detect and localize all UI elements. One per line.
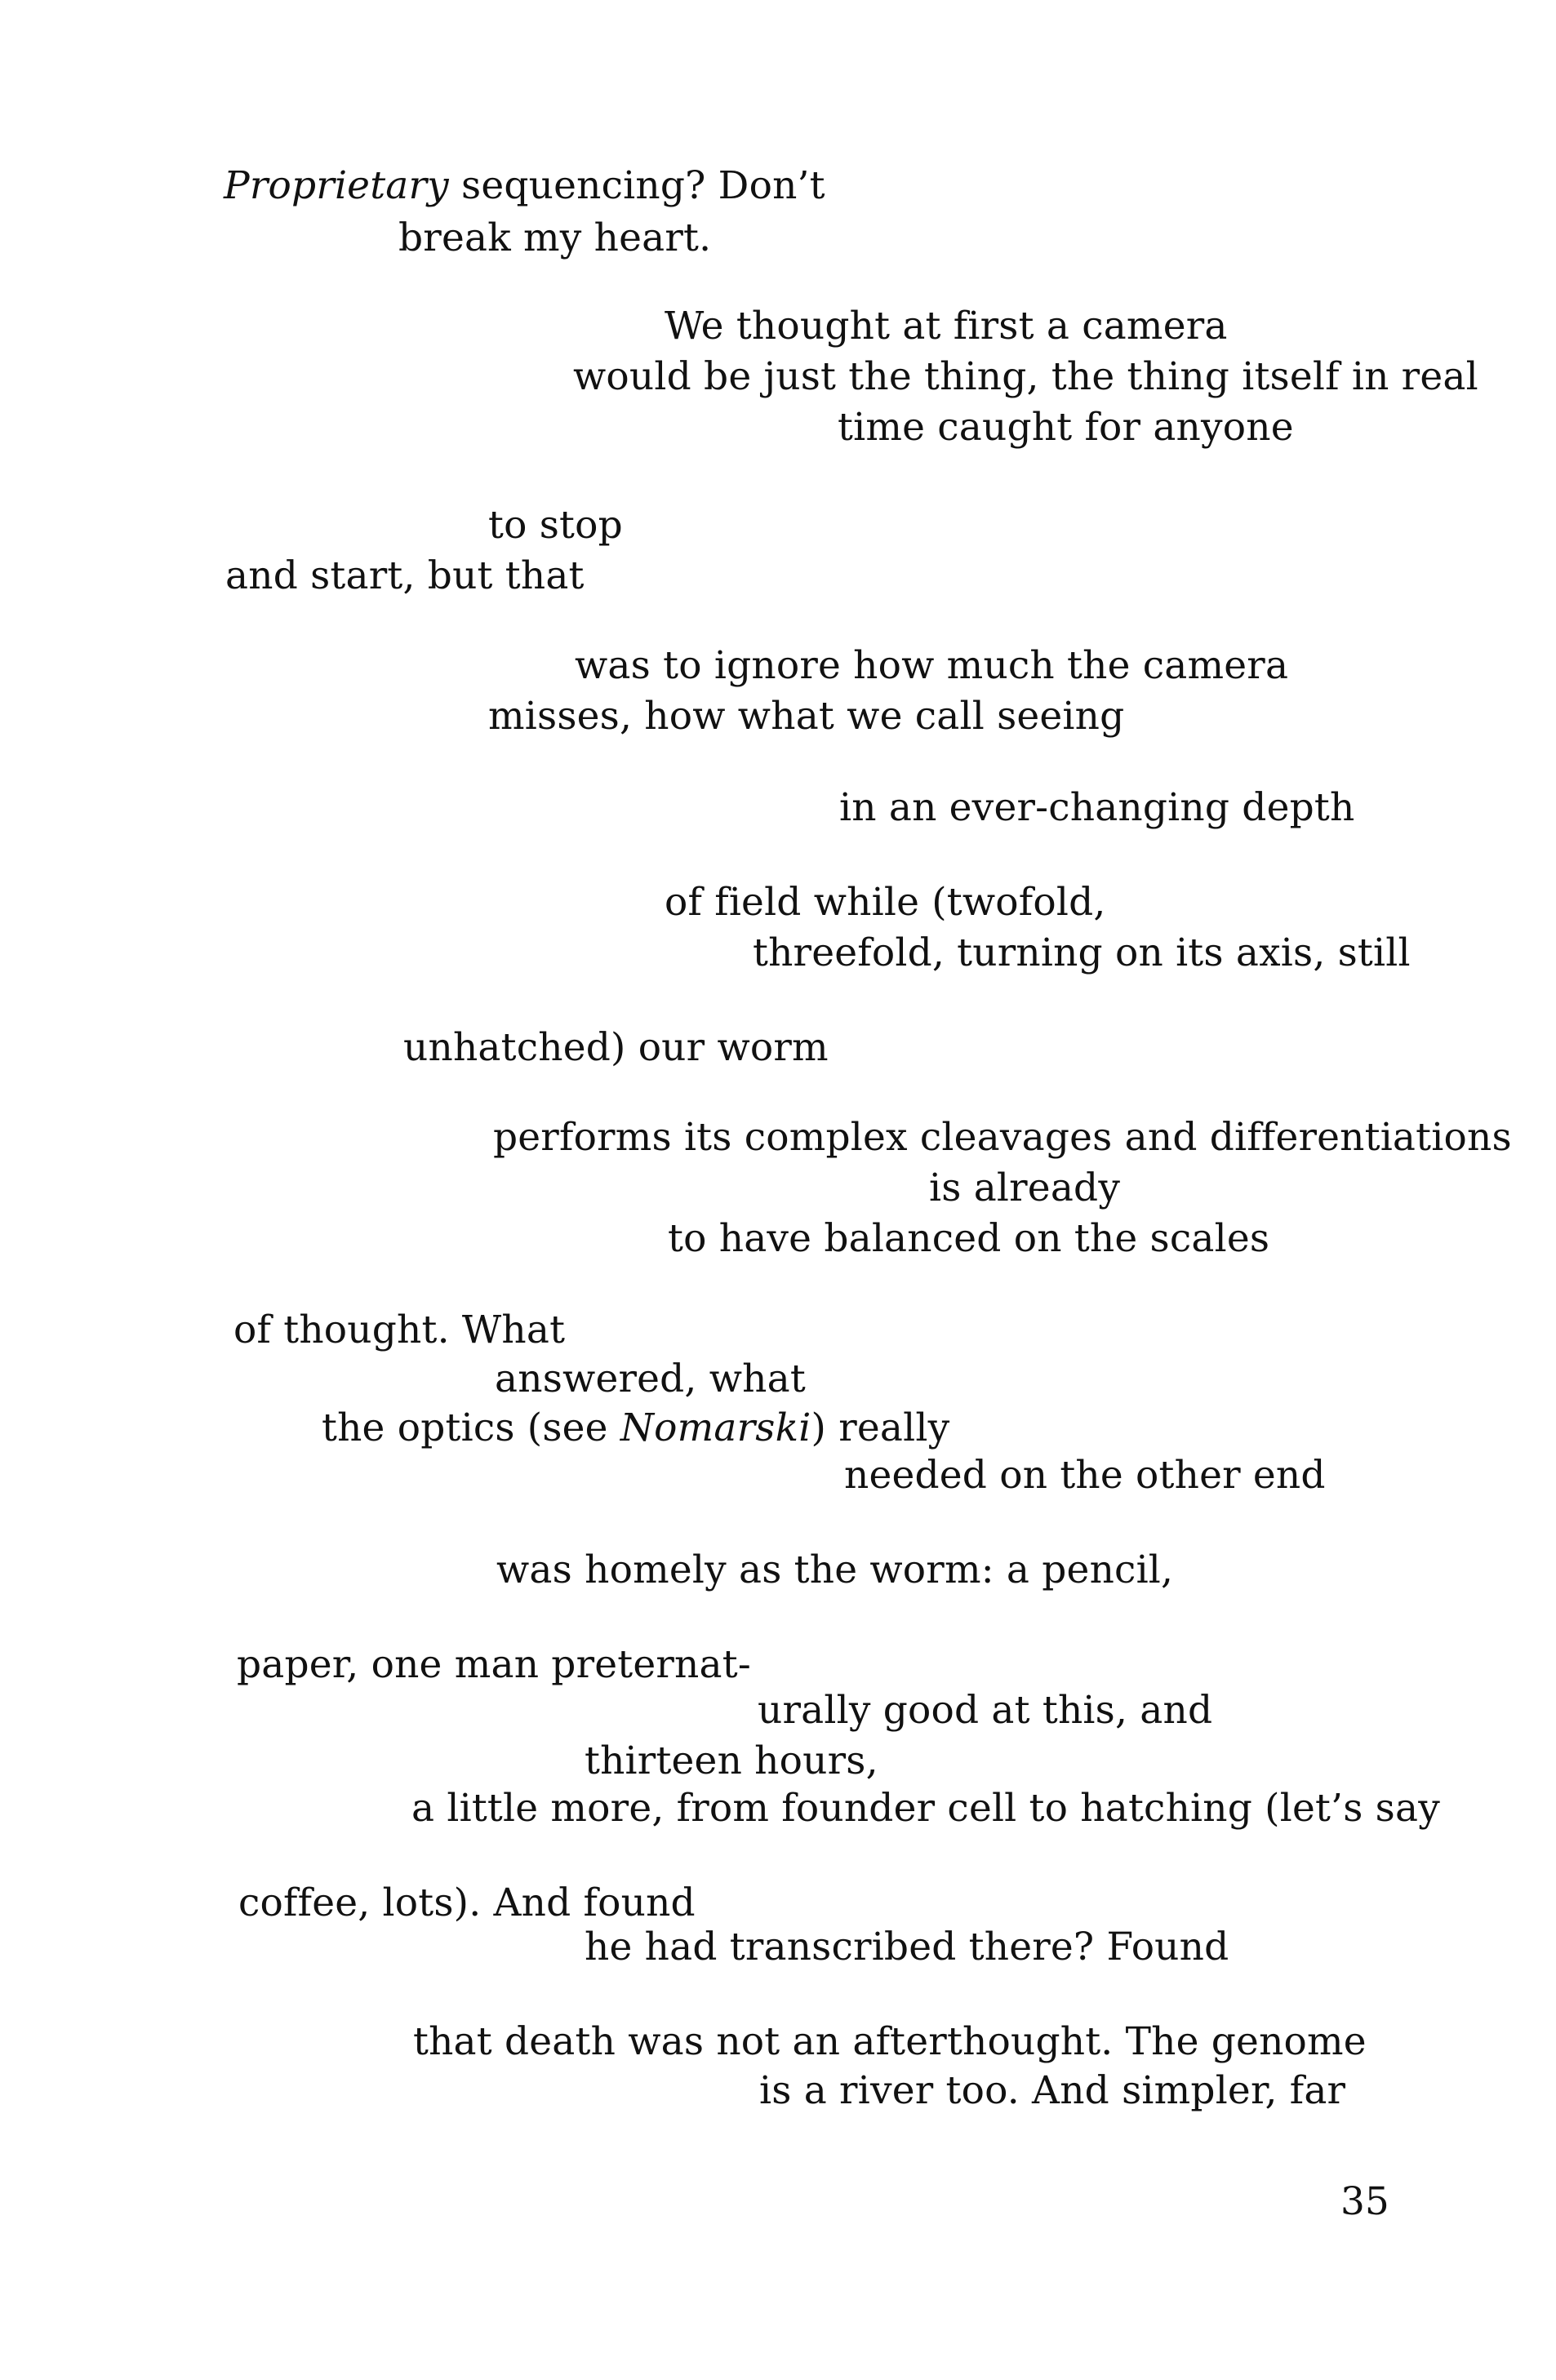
italic-word: Proprietary [224,163,449,208]
poem-line-text: the optics (see [322,1405,620,1450]
poem-line-20: needed on the other end [844,1453,1326,1498]
poem-line-11: of field while (twofold, [665,880,1106,925]
poem-line-17: of thought. What [233,1308,566,1352]
poem-line-23: urally good at this, and [758,1688,1213,1733]
poem-line-12: threefold, turning on its axis, still [753,930,1411,975]
poem-line-28: that death was not an afterthought. The genome [413,2019,1367,2064]
poem-line-8: was to ignore how much the camera [575,643,1289,688]
poem-line-14: performs its complex cleavages and differentiations [493,1115,1512,1160]
poem-line-25: a little more, from founder cell to hatching (let’s say [411,1786,1440,1831]
poem-line-18: answered, what [495,1357,806,1401]
poem-line-2: break my heart. [398,215,712,260]
poem-line-26: coffee, lots). And found [238,1880,696,1925]
poem-line-text: ) really [811,1405,950,1450]
poem-line-21: was homely as the worm: a pencil, [496,1547,1174,1592]
poem-line-3: We thought at first a camera [665,304,1228,349]
poem-line-6: to stop [488,503,623,548]
poem-line-5: time caught for anyone [838,405,1294,450]
poem-line-22: paper, one man preternat- [237,1642,751,1687]
poem-line-7: and start, but that [225,553,585,598]
poem-line-24: thirteen hours, [585,1738,878,1783]
poem-line-10: in an ever-changing depth [839,785,1355,830]
poem-line-16: to have balanced on the scales [668,1216,1270,1261]
poem-line-19 [322,1404,949,1453]
poem-line-4: would be just the thing, the thing itself in real [573,354,1478,399]
poem-line-text: sequencing? Don’t [448,163,825,208]
poem-line-13: unhatched) our worm [403,1025,829,1070]
page-number: 35 [1340,2179,1389,2224]
poem-line-1 [224,162,825,211]
poem-line-15: is already [929,1166,1121,1210]
poem-line-9: misses, how what we call seeing [488,694,1125,739]
italic-word: Nomarski [620,1405,811,1450]
poem-line-27: he had transcribed there? Found [585,1925,1229,1969]
poem-line-29: is a river too. And simpler, far [759,2068,1346,2113]
